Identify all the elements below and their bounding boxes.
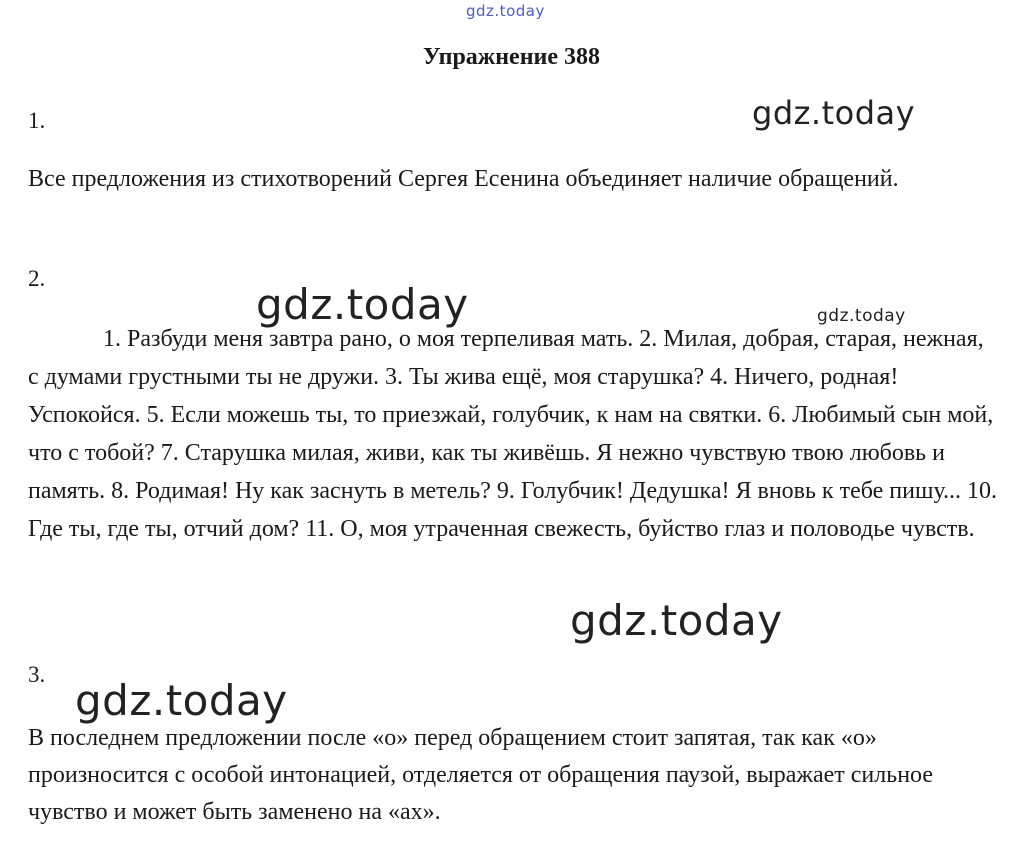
exercise-title: Упражнение 388 — [422, 44, 600, 70]
section-1-number: 1. — [28, 108, 46, 133]
section-3-text: В последнем предложении после «о» перед обращением стоит запятая, так как «о» произносится с особой интонацией, отделяется от обращения паузой, выражает сильное чувство и может быть заменено на «ах». — [28, 725, 933, 825]
watermark-top: gdz.today — [466, 2, 545, 20]
watermark-3: gdz.today — [817, 306, 906, 326]
section-3-number: 3. — [28, 662, 46, 687]
watermark-4: gdz.today — [570, 596, 783, 645]
watermark-5: gdz.today — [75, 676, 288, 725]
section-1-text: Все предложения из стихотворений Сергея Есенина объединяет наличие обращений. — [28, 166, 899, 192]
watermark-2: gdz.today — [256, 280, 469, 329]
watermark-1: gdz.today — [752, 94, 916, 132]
section-2-number: 2. — [28, 266, 46, 291]
section-2-text: 1. Разбуди меня завтра рано, о моя терпеливая мать. 2. Милая, добрая, старая, нежная, с думами грустными ты не дружи. 3. Ты жива ещё, моя старушка? 4. Ничего, родная! Успокойся. 5. Если можешь ты, то приезжай, голубчик, к нам на святки. 6. Любимый сын мой, что с тобой? 7. Старушка милая, живи, как ты живёшь. Я нежно чувствую твою любовь и память. 8. Родимая! Ну как заснуть в метель? 9. Голубчик! Дедушка! Я вновь к тебе пишу... 10. Где ты, где ты, отчий дом? 11. О, моя утраченная свежесть, буйство глаз и половодье чувств. — [28, 326, 998, 542]
